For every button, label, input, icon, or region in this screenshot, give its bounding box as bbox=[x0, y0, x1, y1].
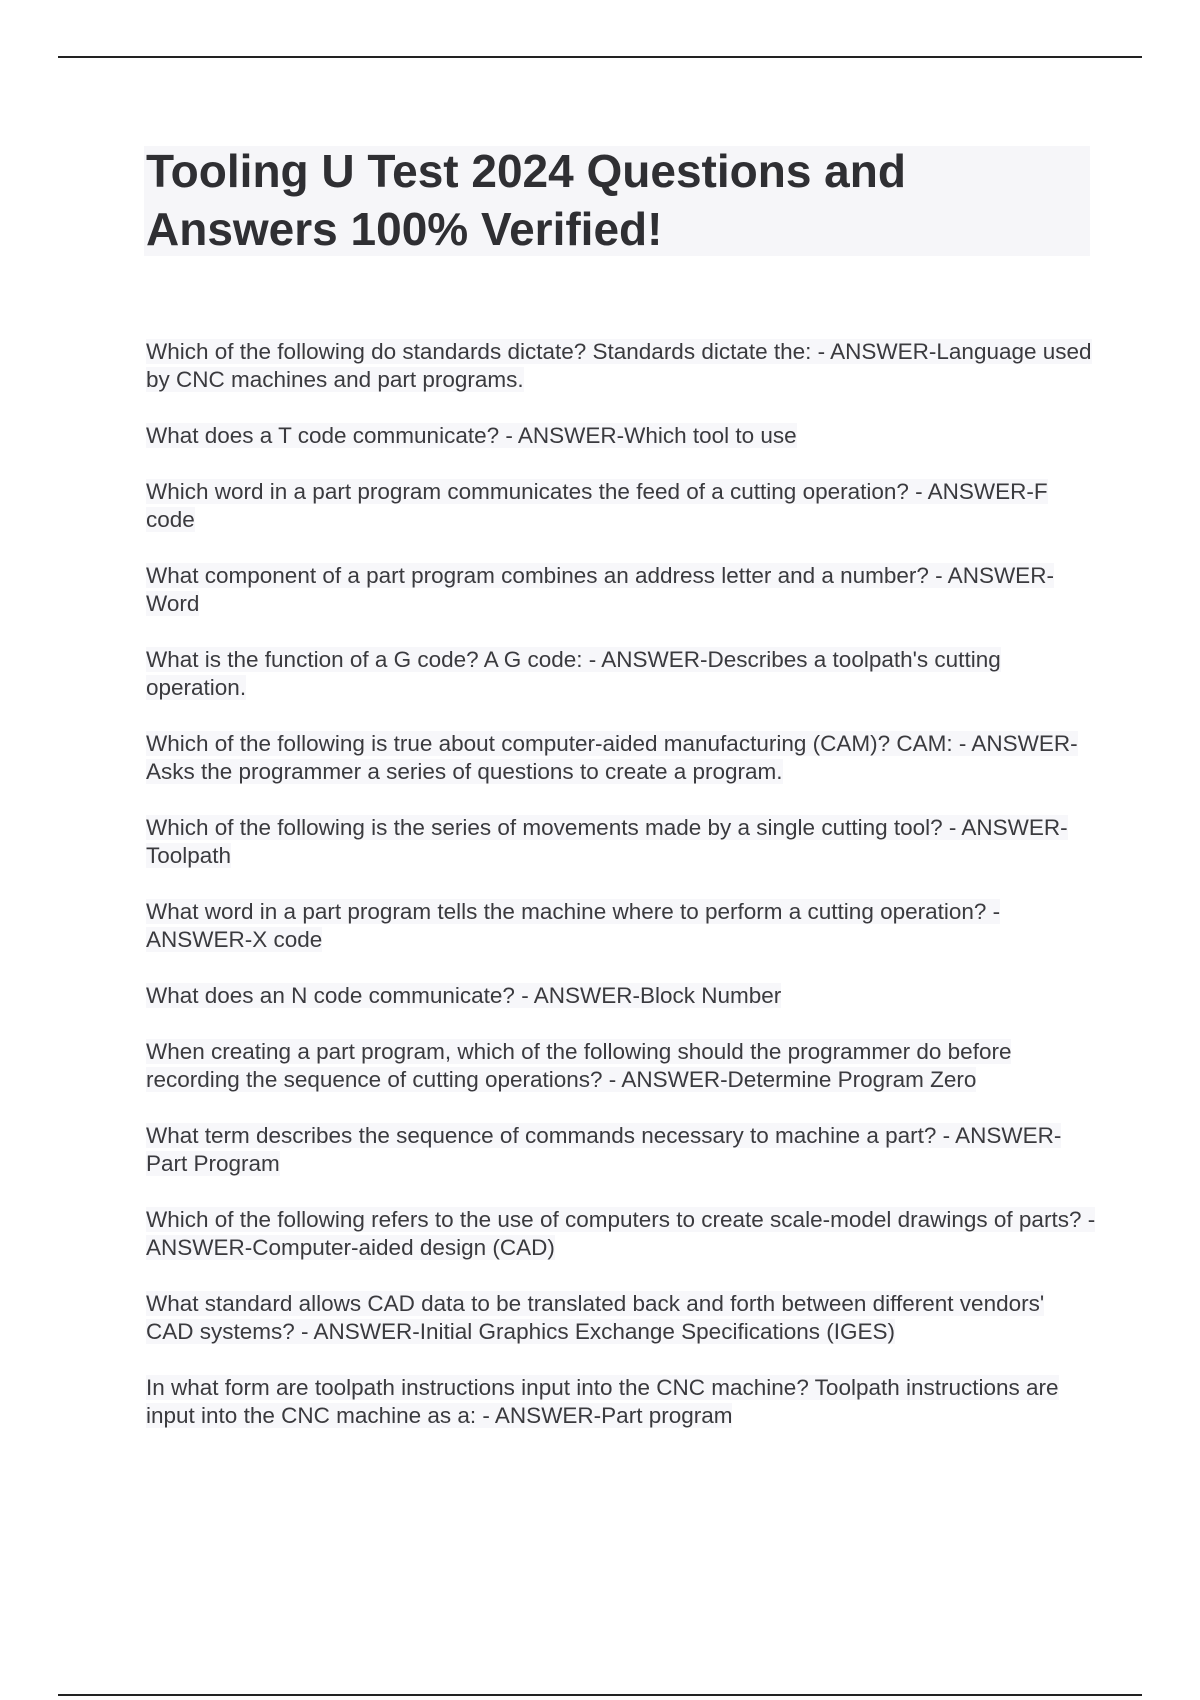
qa-text: What does an N code communicate? - ANSWER-Block Number bbox=[146, 983, 782, 1008]
qa-text: In what form are toolpath instructions input into the CNC machine? Toolpath instructions are input into the CNC machine as a: - ANSWER-Part program bbox=[146, 1375, 1059, 1428]
qa-item-9 bbox=[146, 982, 1096, 1010]
qa-text: Which word in a part program communicates the feed of a cutting operation? - ANSWER-F code bbox=[146, 479, 1048, 532]
qa-item-2 bbox=[146, 422, 1096, 450]
qa-text: What word in a part program tells the machine where to perform a cutting operation? - ANSWER-X code bbox=[146, 899, 1001, 952]
qa-text: Which of the following is the series of movements made by a single cutting tool? - ANSWER-Toolpath bbox=[146, 815, 1068, 868]
qa-list bbox=[146, 338, 1096, 1458]
top-rule bbox=[58, 56, 1142, 58]
qa-item-3 bbox=[146, 478, 1096, 534]
qa-item-12 bbox=[146, 1206, 1096, 1262]
qa-item-5 bbox=[146, 646, 1096, 702]
qa-item-4 bbox=[146, 562, 1096, 618]
qa-item-7 bbox=[146, 814, 1096, 870]
qa-text: Which of the following is true about computer-aided manufacturing (CAM)? CAM: - ANSWER-Asks the programmer a series of questions to create a program. bbox=[146, 731, 1078, 784]
qa-text: What is the function of a G code? A G code: - ANSWER-Describes a toolpath's cutting operation. bbox=[146, 647, 1001, 700]
title-line-1: Tooling U Test 2024 Questions and bbox=[146, 145, 906, 197]
qa-item-14 bbox=[146, 1374, 1096, 1430]
bottom-rule bbox=[58, 1694, 1142, 1696]
qa-item-11 bbox=[146, 1122, 1096, 1178]
page-title bbox=[146, 142, 1086, 258]
qa-item-1 bbox=[146, 338, 1096, 394]
qa-text: What term describes the sequence of commands necessary to machine a part? - ANSWER-Part Program bbox=[146, 1123, 1062, 1176]
qa-text: What standard allows CAD data to be translated back and forth between different vendors' CAD systems? - ANSWER-Initial Graphics Exchange Specifications (IGES) bbox=[146, 1291, 1045, 1344]
qa-text: What does a T code communicate? - ANSWER-Which tool to use bbox=[146, 423, 797, 448]
qa-item-8 bbox=[146, 898, 1096, 954]
qa-item-10 bbox=[146, 1038, 1096, 1094]
qa-text: Which of the following refers to the use of computers to create scale-model drawings of parts? - ANSWER-Computer-aided design (CAD) bbox=[146, 1207, 1096, 1260]
qa-text: What component of a part program combines an address letter and a number? - ANSWER-Word bbox=[146, 563, 1054, 616]
qa-text: When creating a part program, which of the following should the programmer do before recording the sequence of cutting operations? - ANSWER-Determine Program Zero bbox=[146, 1039, 1012, 1092]
qa-item-13 bbox=[146, 1290, 1096, 1346]
qa-text: Which of the following do standards dictate? Standards dictate the: - ANSWER-Language used by CNC machines and part programs. bbox=[146, 339, 1092, 392]
title-line-2: Answers 100% Verified! bbox=[146, 203, 663, 255]
qa-item-6 bbox=[146, 730, 1096, 786]
